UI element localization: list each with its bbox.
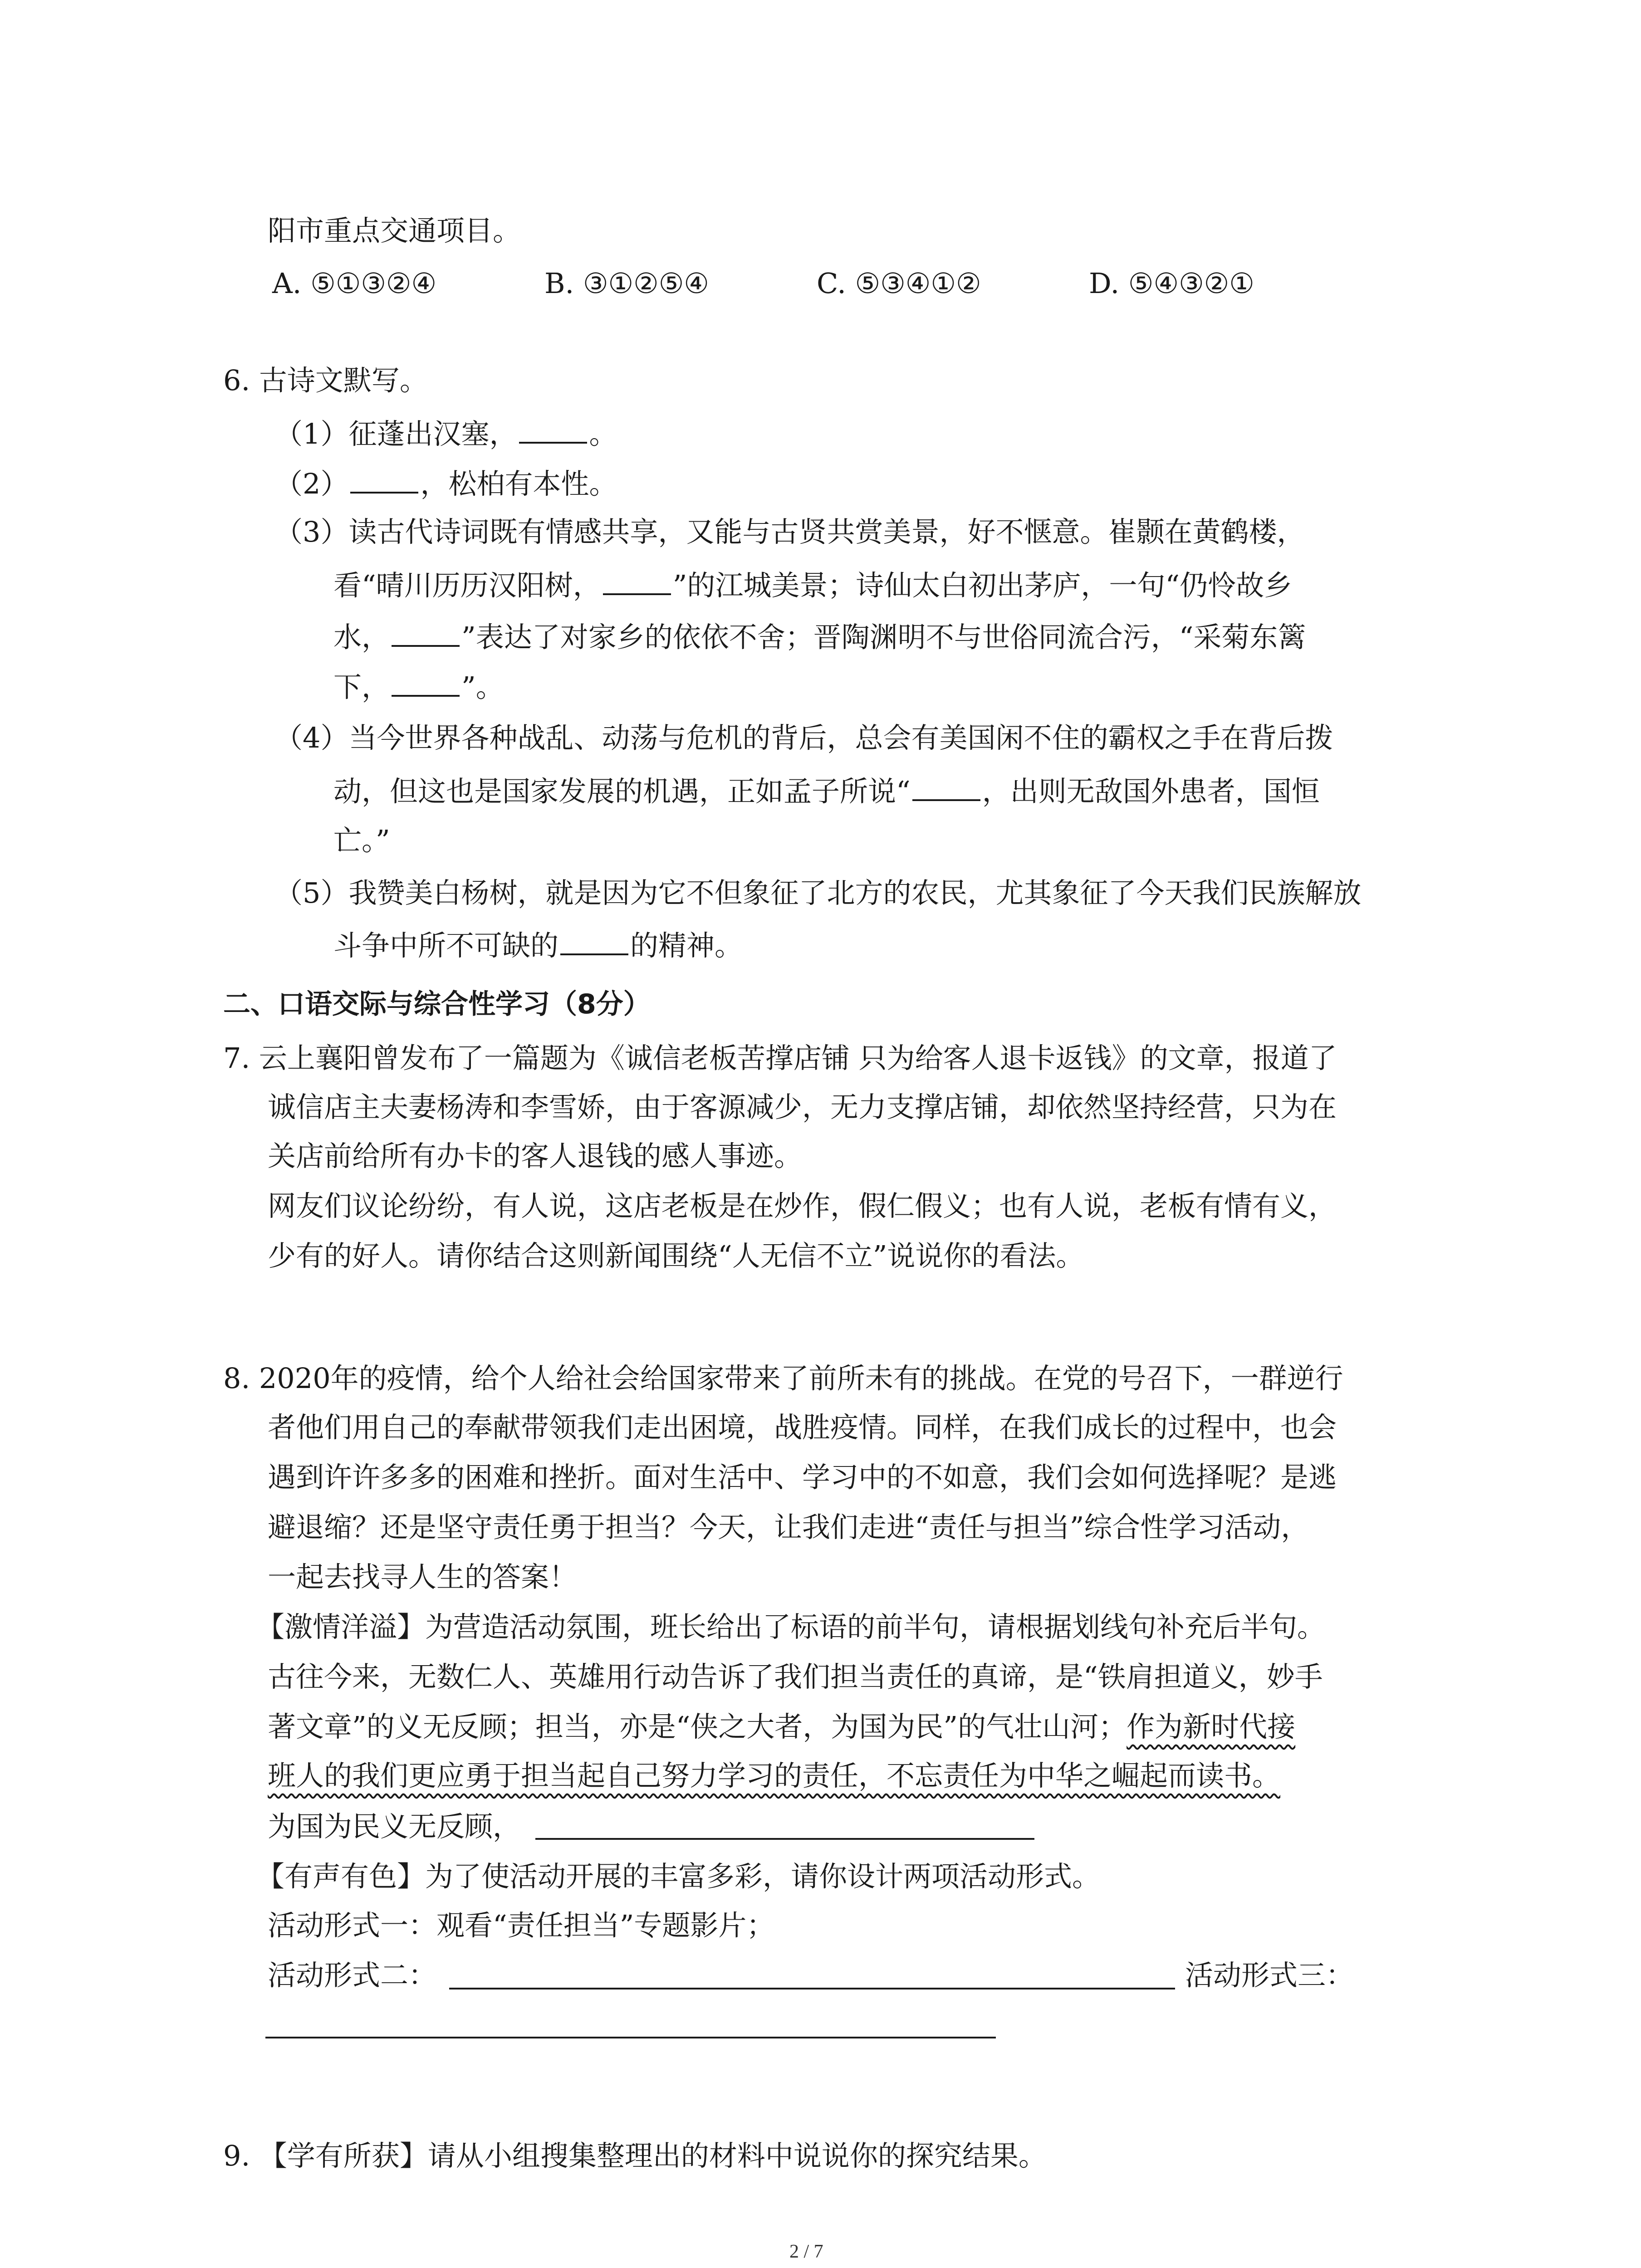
answer-blank[interactable] <box>560 930 628 955</box>
activity-form-three-label: 活动形式三： <box>1185 1959 1354 1992</box>
q7-line5: 少有的好人。请你结合这则新闻围绕“人无信不立”说说你的看法。 <box>268 1239 1084 1272</box>
answer-blank[interactable] <box>392 621 460 647</box>
q6-part2 <box>274 468 617 498</box>
q6-part3-text-a: 看“晴川历历汉阳树， <box>333 569 601 602</box>
answer-blank[interactable] <box>519 418 587 444</box>
q5-option-b: B. ③①②⑤④ <box>544 267 709 300</box>
q8-line2: 者他们用自己的奉献带领我们走出困境，战胜疫情。同样，在我们成长的过程中，也会 <box>268 1411 1337 1444</box>
q5-option-a: A. ⑤①③②④ <box>272 267 437 300</box>
q6-part5-text-a: 斗争中所不可缺的 <box>333 929 559 962</box>
answer-blank[interactable] <box>350 468 418 494</box>
q7-line4: 网友们议论纷纷，有人说，这店老板是在炒作，假仁假义；也有人说，老板有情有义， <box>268 1189 1337 1222</box>
page-number: 2 / 7 <box>789 2241 823 2262</box>
q8-line1: 8. 2020年的疫情，给个人给社会给国家带来了前所未有的挑战。在党的号召下，一群逆行 <box>223 1362 1343 1395</box>
q6-part5-line2 <box>333 930 743 960</box>
q8-line7: 古往今来，无数仁人、英雄用行动告诉了我们担当责任的真谛，是“铁肩担道义，妙手 <box>268 1660 1323 1693</box>
activity-form-two-line[interactable] <box>449 1988 1175 1989</box>
q6-part4-text-b: ，出则无敌国外患者，国恒 <box>982 775 1320 808</box>
q8-line4: 避退缩？还是坚守责任勇于担当？今天，让我们走进“责任与担当”综合性学习活动， <box>268 1510 1309 1544</box>
q8-line6: 【激情洋溢】为营造活动氛围，班长给出了标语的前半句，请根据划线句补充后半句。 <box>256 1610 1326 1643</box>
q5-option-d: D. ⑤④③②① <box>1089 267 1254 300</box>
q6-part3-line3 <box>333 621 1306 654</box>
q5-option-c: C. ⑤③④①② <box>817 267 981 300</box>
q6-part3-text-b: ”的江城美景；诗仙太白初出茅庐，一句“仍怜故乡 <box>672 569 1293 602</box>
q6-part2-text-a: （2） <box>274 467 349 500</box>
q9-line1: 9. 【学有所获】请从小组搜集整理出的材料中说说你的探究结果。 <box>223 2139 1047 2172</box>
q8-line12: 活动形式一：观看“责任担当”专题影片； <box>268 1909 775 1942</box>
q8-underlined-sentence-b: 班人的我们更应勇于担当起自己努力学习的责任，不忘责任为中华之崛起而读书。 <box>268 1759 1281 1792</box>
section-heading: 二、口语交际与综合性学习（8分） <box>223 988 651 1020</box>
q6-part4-line2 <box>333 776 1320 806</box>
q6-part3-line2 <box>333 570 1292 600</box>
q8-line3: 遇到许许多多的困难和挫折。面对生活中、学习中的不如意，我们会如何选择呢？是逃 <box>268 1461 1337 1494</box>
q6-part4-line3: 亡。” <box>333 824 390 857</box>
q8-underlined-sentence-a: 作为新时代接 <box>1127 1710 1296 1743</box>
q6-part3-line1: （3）读古代诗词既有情感共享，又能与古贤共赏美景，好不惬意。崔颢在黄鹤楼， <box>274 515 1305 548</box>
answer-blank[interactable] <box>912 776 980 801</box>
q6-part5-text-b: 的精神。 <box>630 929 743 962</box>
q8-slogan-prompt: 为国为民义无反顾， <box>268 1810 521 1843</box>
q7-line2: 诚信店主夫妻杨涛和李雪娇，由于客源减少，无力支撑店铺，却依然坚持经营，只为在 <box>268 1090 1337 1124</box>
q5-continuation: 阳市重点交通项目。 <box>268 214 521 247</box>
q6-part3-text-c: 水， <box>333 621 390 654</box>
q8-line11: 【有声有色】为了使活动开展的丰富多彩，请你设计两项活动形式。 <box>256 1860 1101 1893</box>
activity-form-two-label: 活动形式二： <box>268 1959 437 1992</box>
q6-title: 6. 古诗文默写。 <box>223 364 428 397</box>
q6-part1 <box>274 418 617 448</box>
q6-part3-text-f: ”。 <box>461 670 504 704</box>
q6-part4-line1: （4）当今世界各种战乱、动荡与危机的背后，总会有美国闲不住的霸权之手在背后拨 <box>274 721 1333 754</box>
q6-part3-text-d: ”表达了对家乡的依依不舍；晋陶渊明不与世俗同流合污，“采菊东篱 <box>461 621 1306 654</box>
q7-line3: 关店前给所有办卡的客人退钱的感人事迹。 <box>268 1139 803 1173</box>
q6-part4-text-a: 动，但这也是国家发展的机遇，正如孟子所说“ <box>333 775 911 808</box>
q8-line5: 一起去找寻人生的答案！ <box>268 1560 578 1593</box>
q8-line8-text: 著文章”的义无反顾；担当，亦是“侠之大者，为国为民”的气壮山河； <box>268 1710 1127 1743</box>
q6-part3-line4 <box>333 670 504 704</box>
activity-form-three-line[interactable] <box>265 2037 996 2038</box>
q6-part1-text-a: （1）征蓬出汉塞， <box>274 417 518 450</box>
q6-part5-line1: （5）我赞美白杨树，就是因为它不但象征了北方的农民，尤其象征了今天我们民族解放 <box>274 876 1362 909</box>
q6-part2-text-b: ，松柏有本性。 <box>420 467 617 500</box>
q7-line1: 7. 云上襄阳曾发布了一篇题为《诚信老板苦撑店铺 只为给客人退卡返钱》的文章，报道了 <box>223 1041 1337 1075</box>
answer-blank[interactable] <box>603 570 671 595</box>
q8-line8 <box>268 1710 1296 1743</box>
answer-blank[interactable] <box>392 671 460 697</box>
q6-part3-text-e: 下， <box>333 670 390 704</box>
slogan-answer-line[interactable] <box>535 1838 1034 1840</box>
q6-part1-text-b: 。 <box>589 417 617 450</box>
